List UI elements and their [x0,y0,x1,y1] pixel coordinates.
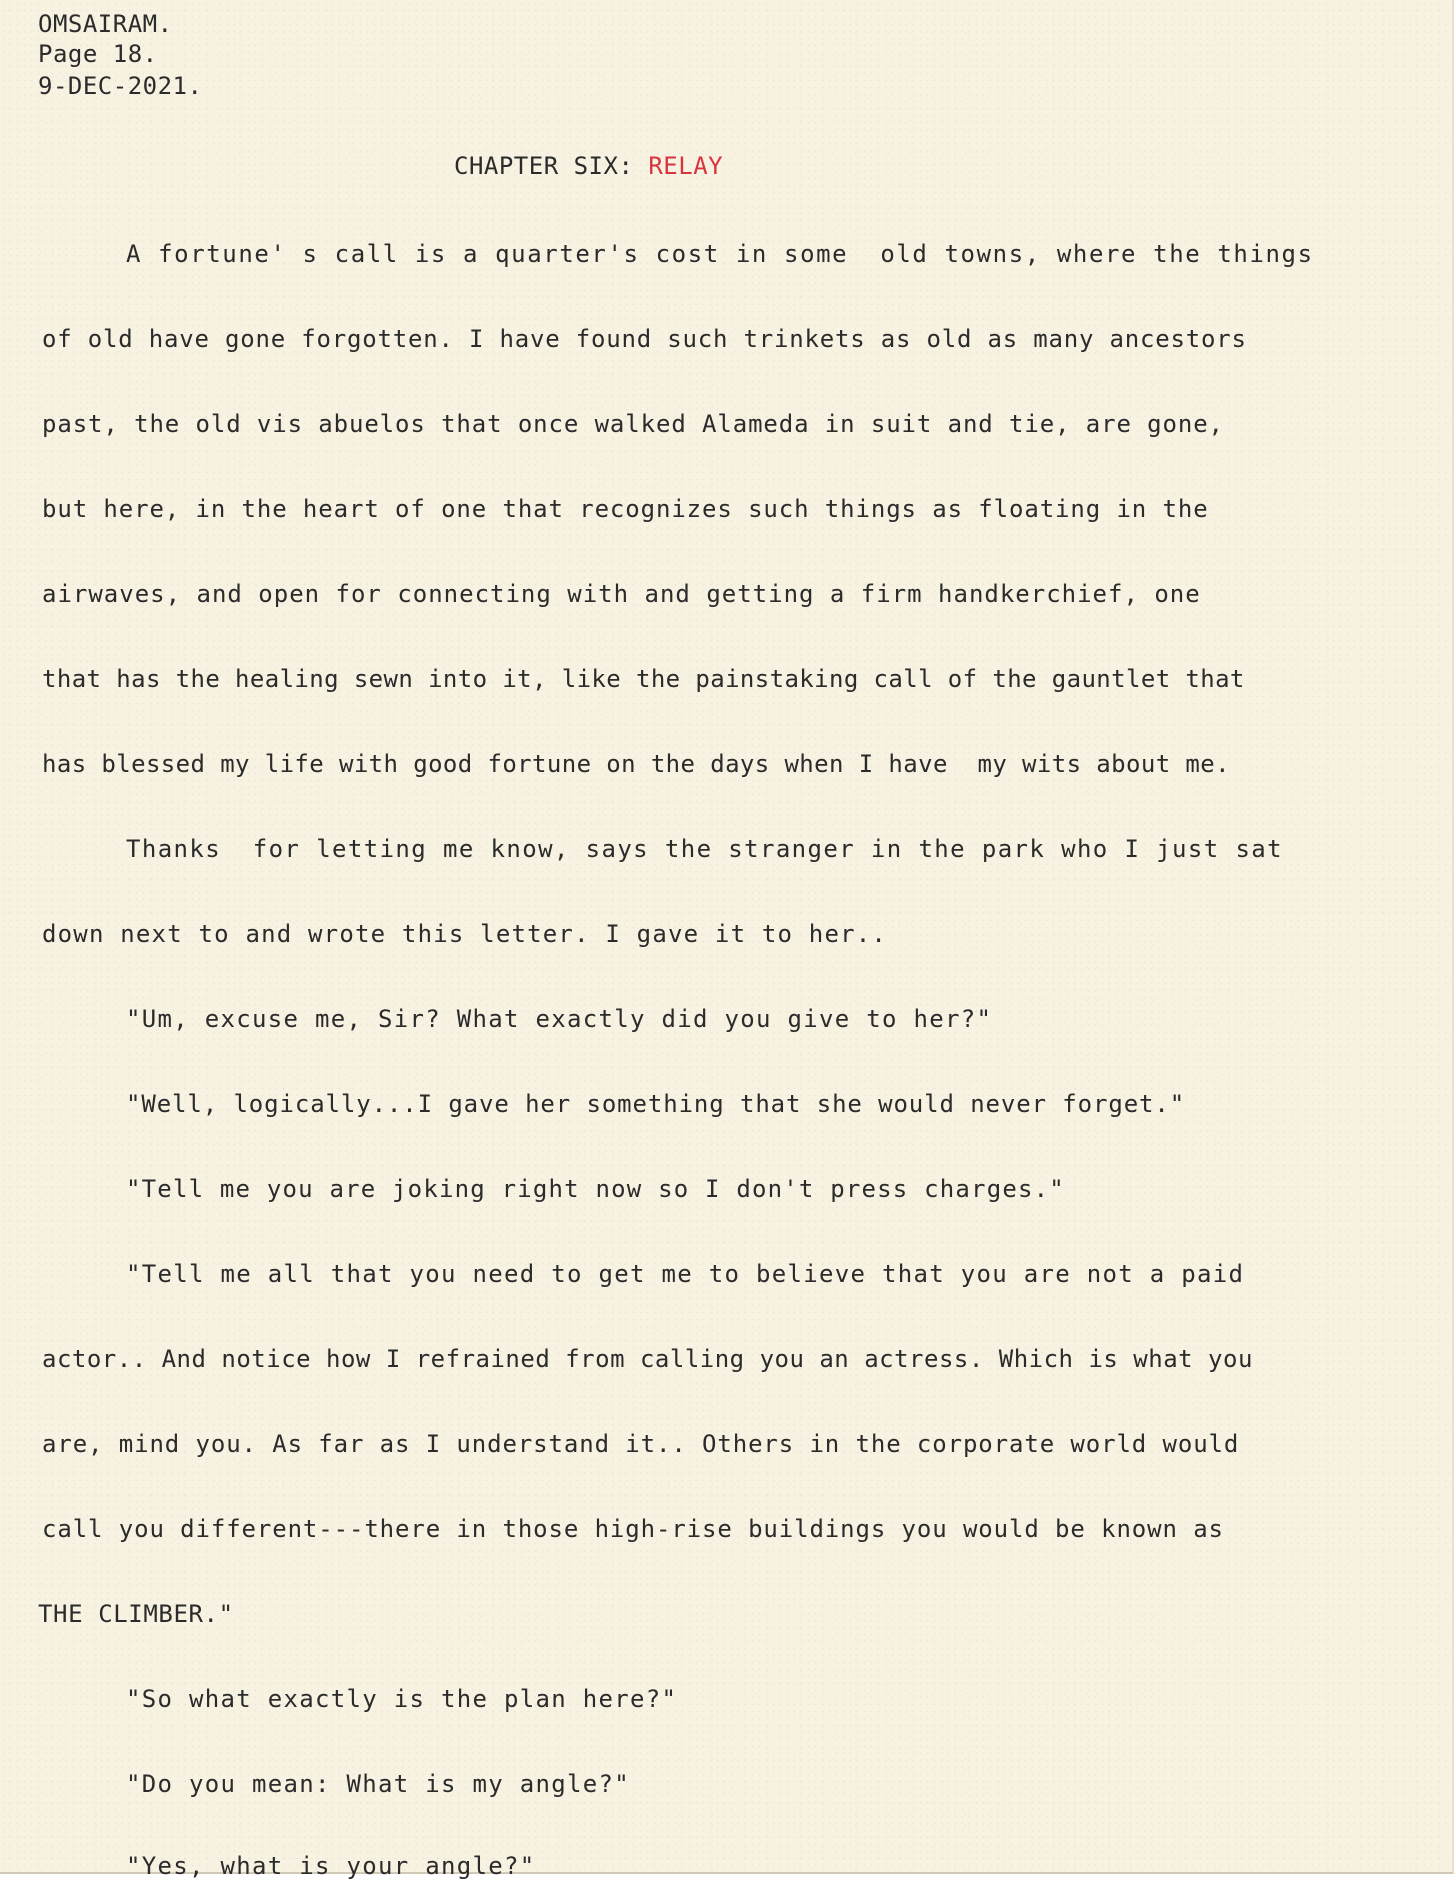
body-line: airwaves, and open for connecting with and getting a firm handkerchief, one [42,580,1201,608]
chapter-name: RELAY [648,152,724,180]
dialogue-line: "Well, logically...I gave her something that she would never forget." [126,1090,1186,1118]
body-line: actor.. And notice how I refrained from calling you an actress. Which is what you [42,1345,1253,1373]
body-line: past, the old vis abuelos that once walked Alameda in suit and tie, are gone, [42,410,1224,438]
body-line: but here, in the heart of one that recognizes such things as floating in the [42,495,1209,523]
chapter-label: CHAPTER SIX: [454,152,634,180]
header-title: OMSAIRAM. [38,10,173,38]
dialogue-line: "So what exactly is the plan here?" [126,1685,678,1713]
body-line: A fortune' s call is a quarter's cost in some old towns, where the things [126,240,1314,268]
dialogue-line: "Um, excuse me, Sir? What exactly did you give to her?" [126,1005,993,1033]
header-date: 9-DEC-2021. [38,72,203,100]
body-line: down next to and wrote this letter. I gave it to her.. [42,920,888,948]
body-line: of old have gone forgotten. I have found such trinkets as old as many ancestors [42,325,1247,353]
chapter-heading [454,152,723,180]
body-line: has blessed my life with good fortune on the days when I have my wits about me. [42,750,1230,778]
dialogue-line: "Tell me all that you need to get me to believe that you are not a paid [126,1260,1245,1288]
dialogue-line: "Do you mean: What is my angle?" [126,1770,630,1798]
body-line: are, mind you. As far as I understand it.. Others in the corporate world would [42,1430,1240,1458]
body-line: THE CLIMBER." [38,1600,234,1628]
body-line: that has the healing sewn into it, like the painstaking call of the gauntlet that [42,665,1245,693]
header-page-number: Page 18. [38,40,158,68]
dialogue-line: "Yes, what is your angle?" [126,1852,536,1880]
dialogue-line: "Tell me you are joking right now so I don't press charges." [126,1175,1065,1203]
body-line: call you different---there in those high-rise buildings you would be known as [42,1515,1224,1543]
body-line: Thanks for letting me know, says the stranger in the park who I just sat [126,835,1283,863]
